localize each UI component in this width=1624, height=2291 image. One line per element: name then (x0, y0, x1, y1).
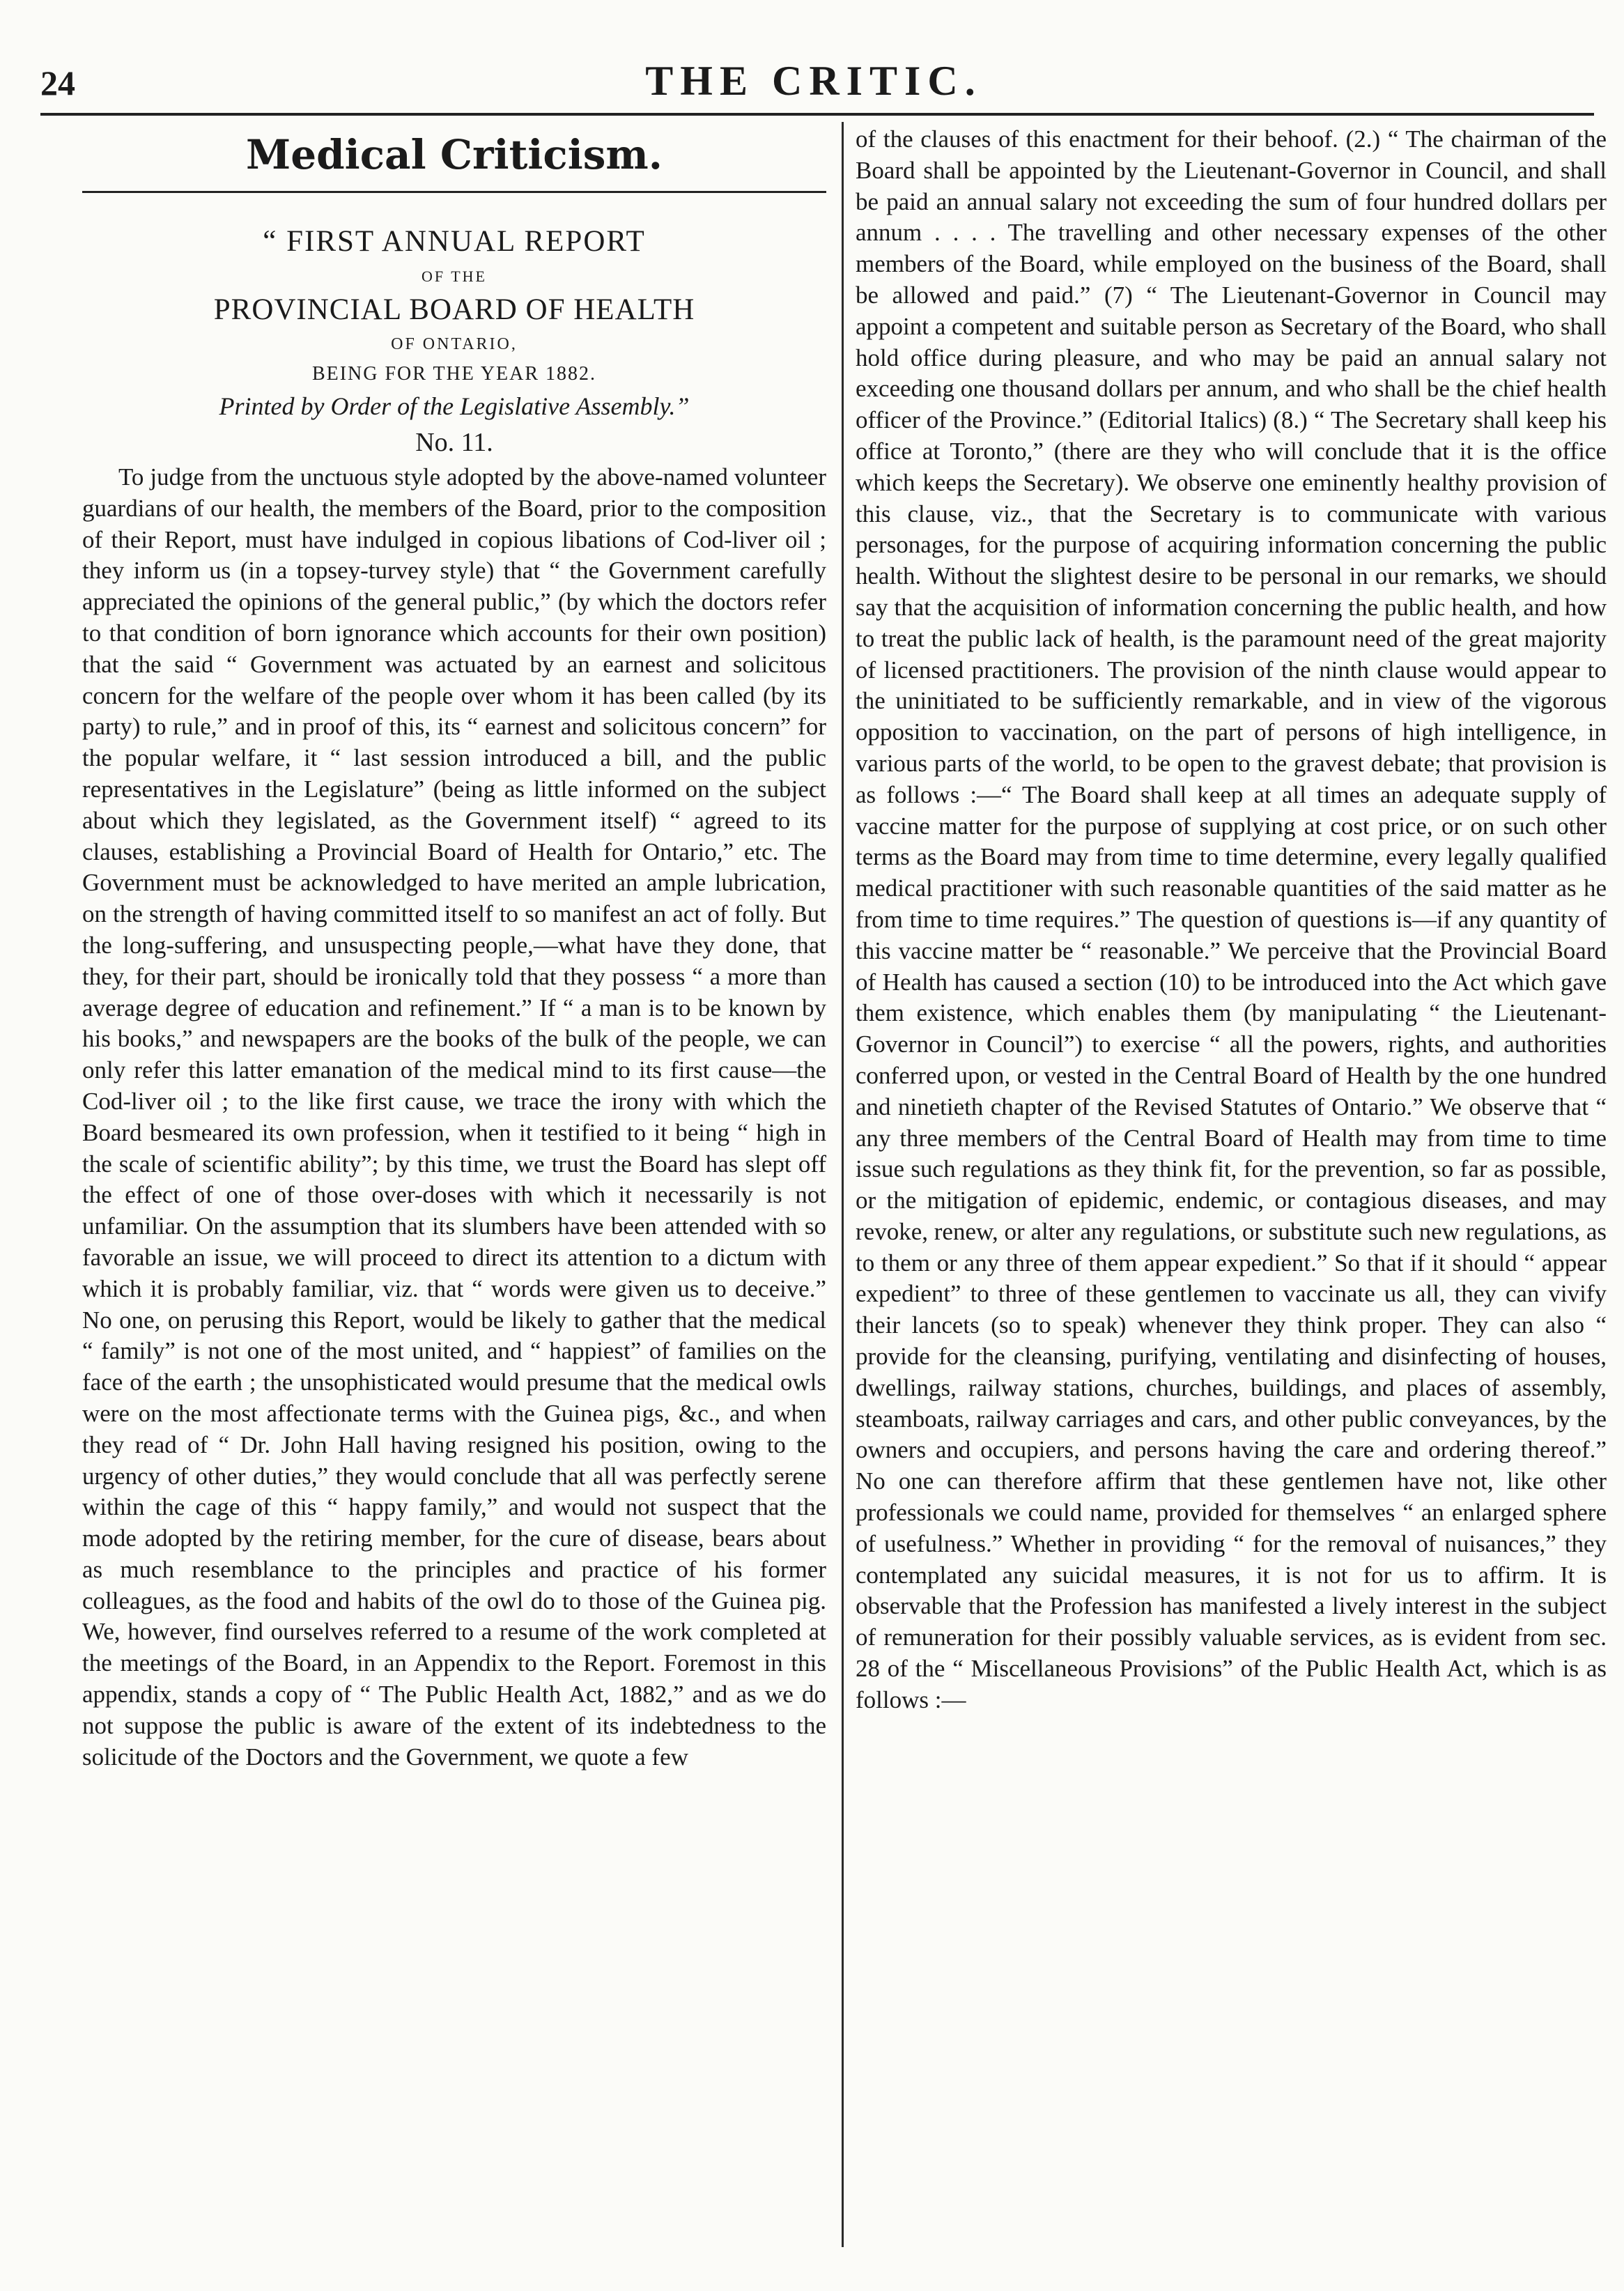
right-column (856, 124, 1607, 1716)
report-title-line-1: “ FIRST ANNUAL REPORT (263, 225, 646, 258)
report-number: No. 11. (415, 428, 493, 457)
right-column-text: of the clauses of this enactment for their behoof. (2.) “ The chairman of the Board shall be appointed by the Lieutenant-Governor in Council, and shall be paid an annual salary not exceeding the sum of four hundred dollars per annum . . . . The travelling and other necessary expenses of the other members of the Board, while employed on the business of the Board, shall be allowed and paid.” (7) “ The Lieutenant-Governor in Council may appoint a competent and suitable person as Secretary of the Board, who shall hold office during pleasure, and who may be paid an annual salary not exceeding one thousand dollars per annum, and who shall be the chief health officer of the Province.” (Editorial Italics) (8.) “ The Secretary shall keep his office at Toronto,” (there are they who will conclude that it is the office which keeps the Secretary). We observe one eminently healthy provision of this clause, viz., that the Secretary is to communicate with various personages, for the purpose of acquiring information concerning the public health. Without the slightest desire to be personal in our remarks, we should say that the acquisition of information concerning the public health, and how to treat the public lack of health, is the paramount need of the great majority of licensed practitioners. The provision of the ninth clause would appear to the uninitiated to be sufficiently remarkable, and in view of the vigorous opposition to vaccination, on the part of persons of high intelligence, in various parts of the world, to be open to the gravest debate; that provision is as follows :—“ The Board shall keep at all times an adequate supply of vaccine matter for the purpose of supplying at cost price, or on such other terms as the Board may from time to time determine, every legally qualified medical practitioner with such reasonable quantities of the said matter as he from time to time requires.” The question of questions is—if any quantity of this vaccine matter be “ reasonable.” We perceive that the Provincial Board of Health has caused a section (10) to be introduced into the Act which gave them existence, which enables them (by manipulating “ the Lieutenant-Governor in Council”) to exercise “ all the powers, rights, and authorities conferred upon, or vested in the Central Board of Health by the one hundred and ninetieth chapter of the Revised Statutes of Ontario.” We observe that “ any three members of the Central Board of Health may from time to time issue such regulations as they think fit, for the prevention, so far as possible, or the mitigation of epidemic, endemic, or contagious diseases, and may revoke, renew, or alter any regulations, or substitute such new regulations, as to them or any three of them appear expedient.” So that if it should “ appear expedient” to three of these gentlemen to vaccinate us all, they can vivify their lancets (so to speak) whenever they think proper. They can also “ provide for the cleansing, purifying, ventilating and disinfecting of houses, dwellings, railway stations, churches, buildings, and places of assembly, steamboats, railway carriages and cars, and other public conveyances, by the owners and occupiers, and persons having the care and ordering thereof.” No one can therefore affirm that these gentlemen have not, like other professionals we could name, provided for themselves “ an enlarged sphere of usefulness.” Whether in providing “ for the removal of nuisances,” they contemplated any suicidal measures, it is not for us to affirm. It is observable that the Profession has manifested a lively interest in the subject of remuneration for their possibly valuable services, as is evident from sec. 28 of the “ Miscellaneous Provisions” of the Public Health Act, which is as follows :— (856, 125, 1607, 1713)
report-of-the: OF THE (422, 268, 487, 285)
left-column-text: To judge from the unctuous style adopted by the above-named volunteer guardians of our health, the members of the Board, prior to the composition of their Report, must have indulged in copious libations of Cod-liver oil ; they inform us (in a topsey-turvey style) that “ the Government carefully appreciated the opinions of the general public,” (by which the doctors refer to that condition of born ignorance which accounts for their own position) that the said “ Government was actuated by an earnest and solicitous concern for the welfare of the people over whom it has been called (by its party) to rule,” and in proof of this, its “ earnest and solicitous concern” for the popular welfare, it “ last session introduced a bill, and the public representatives in the Legislature” (being as little informed on the subject about which they legislated, as the Government itself) “ agreed to its clauses, establishing a Provincial Board of Health for Ontario,” etc. The Government must be acknowledged to have merited an ample lubrication, on the strength of having committed itself to so manifest an act of folly. But the long-suffering, and unsuspecting people,—what have they done, that they, for their part, should be ironically told that they possess “ a more than average degree of education and refinement.” If “ a man is to be known by his books,” and newspapers are the books of the bulk of the people, we can only refer this latter emanation of the medical mind to its first cause—the Cod-liver oil ; to the like first cause, we trace the irony with which the Board besmeared its own profession, when it testified to it being “ high in the scale of scientific ability”; by this time, we trust the Board has slept off the effect of one of those over-doses with which it necessarily is not unfamiliar. On the assumption that its slumbers have been attended with so favorable an issue, we will proceed to direct its attention to a dictum with which it is probably familiar, viz. that “ words were given us to deceive.” No one, on perusing this Report, would be likely to gather that the medical “ family” is not one of the most united, and “ happiest” of families on the face of the earth ; the unsophisticated would presume that the medical owls were on the most affectionate terms with the Guinea pigs, &c., and when they read of “ Dr. John Hall having resigned his position, owing to the urgency of other duties,” they would conclude that all was perfectly serene within the cage of this “ happy family,” and would not suspect that the mode adopted by the retiring member, for the cure of disease, bears about as much resemblance to the principles and practice of his former colleagues, as the food and habits of the owl do to those of the Guinea pig. We, however, find ourselves referred to a resume of the work completed at the meetings of the Board, in an Appendix to the Report. Foremost in this appendix, stands a copy of “ The Public Health Act, 1882,” and as we do not suppose the public is aware of the extent of its indebtedness to the solicitude of the Doctors and the Government, we quote a few (82, 463, 826, 1771)
journal-title: THE CRITIC. (645, 58, 982, 104)
left-column (82, 124, 826, 1773)
running-head (40, 28, 1587, 105)
header-rule (40, 113, 1594, 116)
column-divider (842, 122, 844, 2247)
report-of-ontario: OF ONTARIO, (391, 335, 518, 353)
page-number: 24 (40, 63, 75, 102)
report-title-line-2: PROVINCIAL BOARD OF HEALTH (213, 293, 695, 326)
report-year-line: BEING FOR THE YEAR 1882. (311, 363, 597, 385)
report-printed-by: Printed by Order of the Legislative Assembly.” (219, 392, 690, 420)
section-rule (82, 191, 826, 193)
section-title: Medical Criticism. (246, 131, 663, 178)
